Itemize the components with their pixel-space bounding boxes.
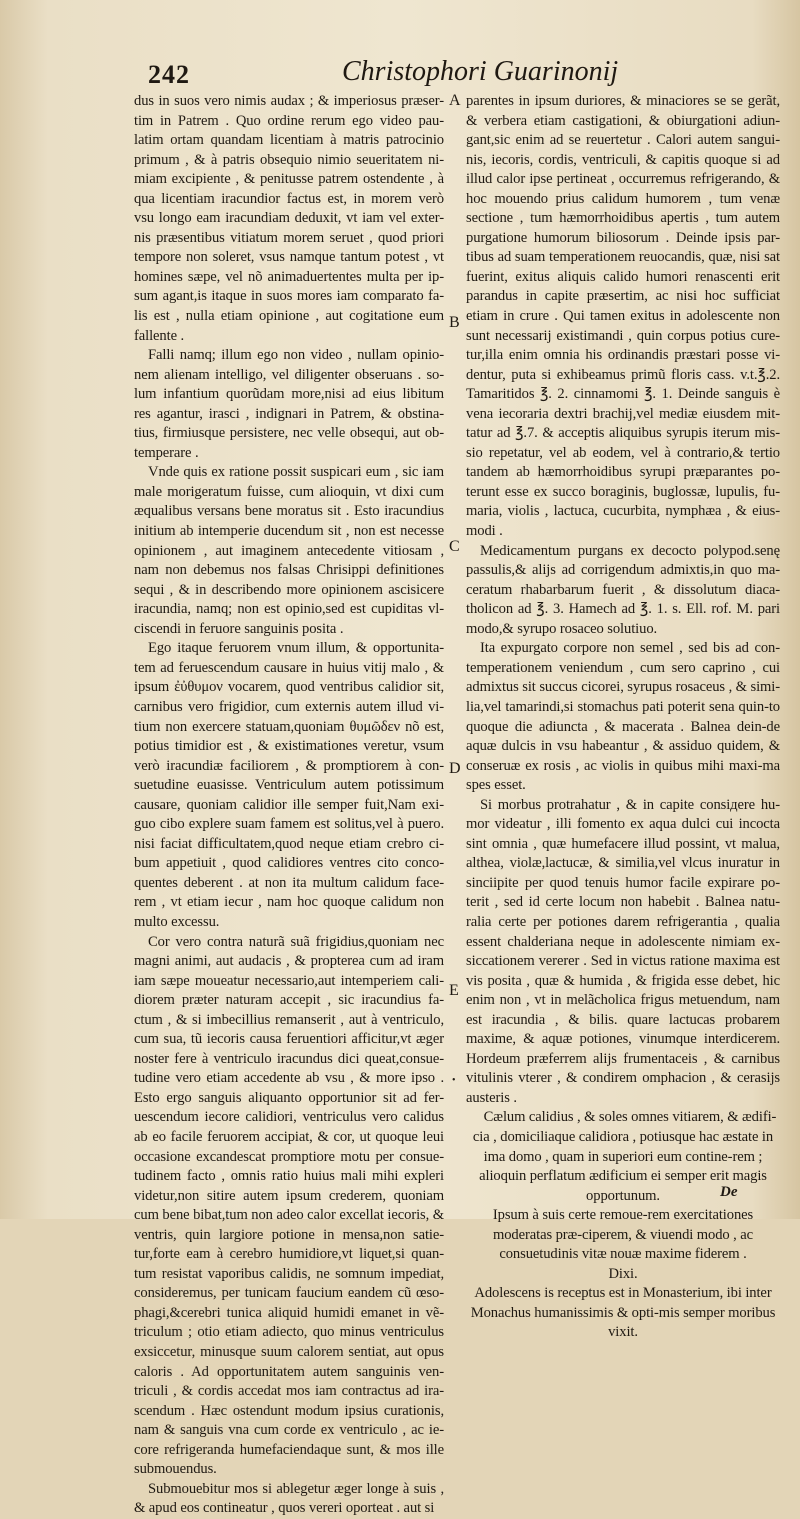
closing-note: Adolescens is receptus est in Monasterium, ibi inter Monachus humanissimis & opti-mis semper moribus vixit. [470, 1285, 776, 1341]
margin-marker-a: A [449, 92, 461, 109]
right-text-column [466, 92, 780, 1343]
running-title: Christophori Guarinonij [342, 56, 619, 87]
page-header [148, 56, 619, 92]
right-paragraph: Ita expurgato corpore non semel , sed bis ad con-temperationem veniendum , cum sero caprino , cui admixtus sit succus cicorei, syrupus rosaceus , & simi-lia,vel tamarindi,si stomachus pati poterit sena quin-to quoque die adiuncta , & macerata . Balnea dein-de aquæ dulcis in vsu habeantur , & assiduo quidem, & conseruæ ex rosis , ac violis in quibus mihi maxi-ma spes esset. [466, 640, 780, 794]
right-paragraph-tapered: Cælum calidius , & soles omnes vitiarem, & ædifi-cia , domiciliaque calidiora , potiusque hac æstate in ima domo , quam in superiori eum contine-rem ; alioquin perflatum ædificium ei semper erit magis opportunum. [472, 1109, 777, 1204]
right-paragraph-tapered: Ipsum à suis certe remoue-rem exercitationes moderatas præ-ciperem, & viuendi modo , ac consuetudinis vitæ nouæ maxime fiderem . [492, 1207, 754, 1263]
page-number: 242 [148, 60, 190, 89]
left-paragraph: Vnde quis ex ratione possit suspicari eum , sic iam male morigeratum fuisse, cum alioquin, vt dixi cum æqualibus versans bene moratus sit . Esto iracundius initium ab intemperie ducendum sit , non est necesse opinionem , aut imaginem antecedente vitiosam , nam non debemus nos falsas Chrisippi definitiones sequi , & in describendo more opinionem ascisicere iracundia, namq; non est opinio,sed est cupiditas vl-ciscendi in feruore sanguinis posita . [134, 464, 444, 637]
left-paragraph: Submouebitur mos si ablegetur æger longe à suis , & apud eos contineatur , quos vereri oporteat . aut si [134, 1480, 444, 1517]
left-paragraph: Falli namq; illum ego non video , nullam opinio-nem alienam intelligo, vel diligenter obseruans . so-lum infantium quorũdam more,nisi ad eius libitum res agantur, irasci , indignari in Patrem, & obstina-tius, firmiusque persistere, nec velle obsequi, aut ob-temperare . [134, 347, 444, 461]
catchword: De [720, 1184, 738, 1200]
left-paragraph: dus in suos vero nimis audax ; & imperiosus præser-tim in Patrem . Quo ordine rerum ego video pau-latim ortam quandam licentiam à matris patrocinio primum , & à patris obsequio nimio seueritatem ni-miam excipiente , & penitusse patrem ostendente , à qua licentiam iracundior factus est, in morem verò vsu longo eam iracundiam deduxit, vt iam vel exter-nis præsentibus vitiatum morem seruet , quod priori tempore non soleret, vsus namque tantum potest , vt homines sæpe, vel nõ animaduertentes multa per ip-sum agant,is itaque in suos mores iam comparato fa-lis est , nulla etiam opinione , aut cogitatione eum fallente . [134, 93, 444, 344]
left-paragraph: Cor vero contra naturã suã frigidius,quoniam nec magni animi, aut audacis , & propterea cum ad iram iam sæpe moueatur necessario,aut intemperiem cali-diorem præter naturam accepit , sic iracundius fa-ctum , & si imbecillius remanserit , aut à ventriculo, cum sua, tũ iecoris causa feruentiori afficitur,vt æger noster fere à ventriculo iracundus dici queat,consue-tudine vero etiam accedente ab vsu , & more ipso . Esto ergo sanguis aliquanto opportunior sit ad fer-uescendum iecore calidiori, ventriculus vero calidus ab eo facile feruorem accipiat, & cor, ut quoque leui occasione excandescat promptiore motu per consue-tudinem facto , omnis ratio huius mali mihi expleri videtur,non sitire autem ipsum crederem, quoniam cum bene bibat,tum non adeo calor excellat iecoris, & ventris, quin largiore potione in mensa,non satie-tur,forte eam à cerebro humidiore,vt liquet,si quan-tum resistat vaporibus calidis, ne somnum impediat, consideremus, per tunicam faucium eandem cũ œso-phagi,&cerebri tunica aliquid humidi emanet in vẽ-triculum ; otio etiam adiecto, quo minus ventriculus exsiccetur, minusque suum calorem sentiat, aut opus caloris . Ad opportunitatem autem sanguinis ven-triculi , & cordis accedat mos iam contractus ad ira-scendum . Hæc ostendunt modum ipsius curationis, nam & sanguis vna cum corde ex ventriculo , ac ie-core refrigeranda humefaciendaque sunt, & mos ille submouendus. [134, 933, 444, 1478]
right-paragraph: Si morbus protrahatur , & in capite consiдere hu-mor videatur , illi fomento ex aqua dulci cui incocta sint omnia , quæ humefacere illud possint, vt malua, althea, violæ,lactucæ, & similia,vel vlcus inuratur in sinciipite per quod tenuis humor facile expirare po-terit , sed id certe locum non habebit . Balnea natu-ralia certe per potiones darem refrigerantia , qualia essent chalderiana neque in adolescente nimiam ex-siccationem vererer . Sed in victus ratione maxima est vis posita , quæ & humida , & frigida esse debet, hic enim non , vt in melãcholica frigus metuendum, nam est iracundia , & bilis. quare lactucas probarem maxime, & aquæ potiones, vinumque interdicerem. Hordeum præferrem alijs frumentaceis , & carnibus vitulinis vterer , & condirem omphacion , & cerasijs austeris . [466, 796, 780, 1106]
left-text-column [134, 92, 444, 1519]
bullet-mark: • [452, 1075, 456, 1086]
right-paragraph: Medicamentum purgans ex decocto polypod.senę passulis,& alijs ad corrigendum admixtis,in quo ma-ceratum rhabarbarum fuerit , & dissolutum diaca-tholicon ad ℥. 3. Hamech ad ℥. 1. s. Ell. rof. M. pari modo,& syrupo rosaceo solutiuo. [466, 542, 780, 637]
margin-marker-e: E [449, 982, 459, 999]
margin-marker-b: B [449, 314, 460, 331]
left-paragraph: Ego itaque feruorem vnum illum, & opportunita-tem ad feruescendum causare in huius vitij malo , & ipsum ἐὐθυμον vocarem, quod ventribus calidior sit, carnibus vero frigidior, cum externis autem illud vi-tium non exercere statuam,quoniam θυμῶδεν nõ est, potius timidior est , & existimationes veretur, vsum verò iracundiæ faciliorem , & promptiorem à con-suetudine euasisse. Ventriculum autem potissimum causare, quoniam calidior ille semper fuit,Nam exi-guo cibo explere suam famem est solitus,vel à puero. nisi faciat difficultatem,quod neque etiam crebro ci-bum appetiuit , quod calidiores ventres cito conco-quentes deberent . at non ita multum calidum face-rem , vt etiam iecur , nam hoc quoque calidum non multo excessu. [134, 640, 444, 930]
right-paragraph: parentes in ipsum duriores, & minaciores se se gerãt, & verbera etiam castigationi, & obiurgationi adiun-gant,sic enim ad se reuertetur . Calori autem sangui-nis, iecoris, cordis, ventriculi, & capitis quoque si ad illud calor ipse pertineat , occurremus refrigerando, & hoc mouendo prius calidum humorem , tum venæ sectione , tum hæmorrhoidibus apertis , tum autem purgatione humorum biliosorum . Deinde ipsis par-tibus ad suam temperationem reuocandis, quæ, nisi sat fuerint, exitus aliquis calido humori renascenti erit parandus in capite præsertim, ac nisi hoc sufficiat etiam in crure . Qui tamen exitus in adolescente non sunt necessarij existimandi , quin corpus potius cure-tur,illa enim omnia his ordinandis præstari posse vi-dentur, puta si exhibeamus primũ floris cass. v.t.℥.2. Tamaritidos ℥. 2. cinnamomi ℥. 1. Deinde sanguis è vena iecoraria dextri brachij,vel mediæ eiusdem mit-tatur ad ℥.7. & acceptis aliquibus syrupis iterum mis-sio repetatur, vel ab eodem, vel à contrario,& tertio tandem ab hæmorrhoidibus syrupi præparantes po-terunt esse ex succo boraginis, buglossæ, lupulis, fu-maria, violis , lactuca, cucurbita, nymphæa , & eius-modi . [466, 93, 780, 540]
margin-marker-d: D [449, 760, 461, 777]
margin-marker-c: C [449, 538, 460, 555]
closing-dixi: Dixi. [608, 1265, 638, 1282]
